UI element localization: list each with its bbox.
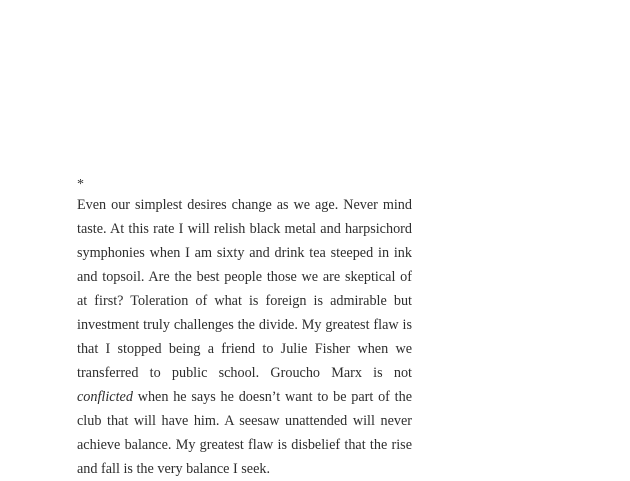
body-paragraph bbox=[77, 193, 412, 481]
emphasized-word: conflicted bbox=[77, 389, 133, 405]
section-marker: * bbox=[77, 177, 84, 192]
paragraph-part-2: when he says he doesn’t want to be part of the club that will have him. A seesaw unattended will never achieve balance. My greatest flaw is disbelief that the rise and fall is the very balance I seek. bbox=[77, 389, 412, 477]
paragraph-text bbox=[77, 193, 412, 481]
paragraph-part-1: Even our simplest desires change as we age. Never mind taste. At this rate I will relish black metal and harpsichord symphonies when I am sixty and drink tea steeped in ink and topsoil. Are the best people those we are skeptical of at first? Toleration of what is foreign is admirable but investment truly challenges the divide. My greatest flaw is that I stopped being a friend to Julie Fisher when we transferred to public school. Groucho Marx is not bbox=[77, 197, 412, 381]
page-title: A Perfect Balance bbox=[24, 62, 300, 99]
